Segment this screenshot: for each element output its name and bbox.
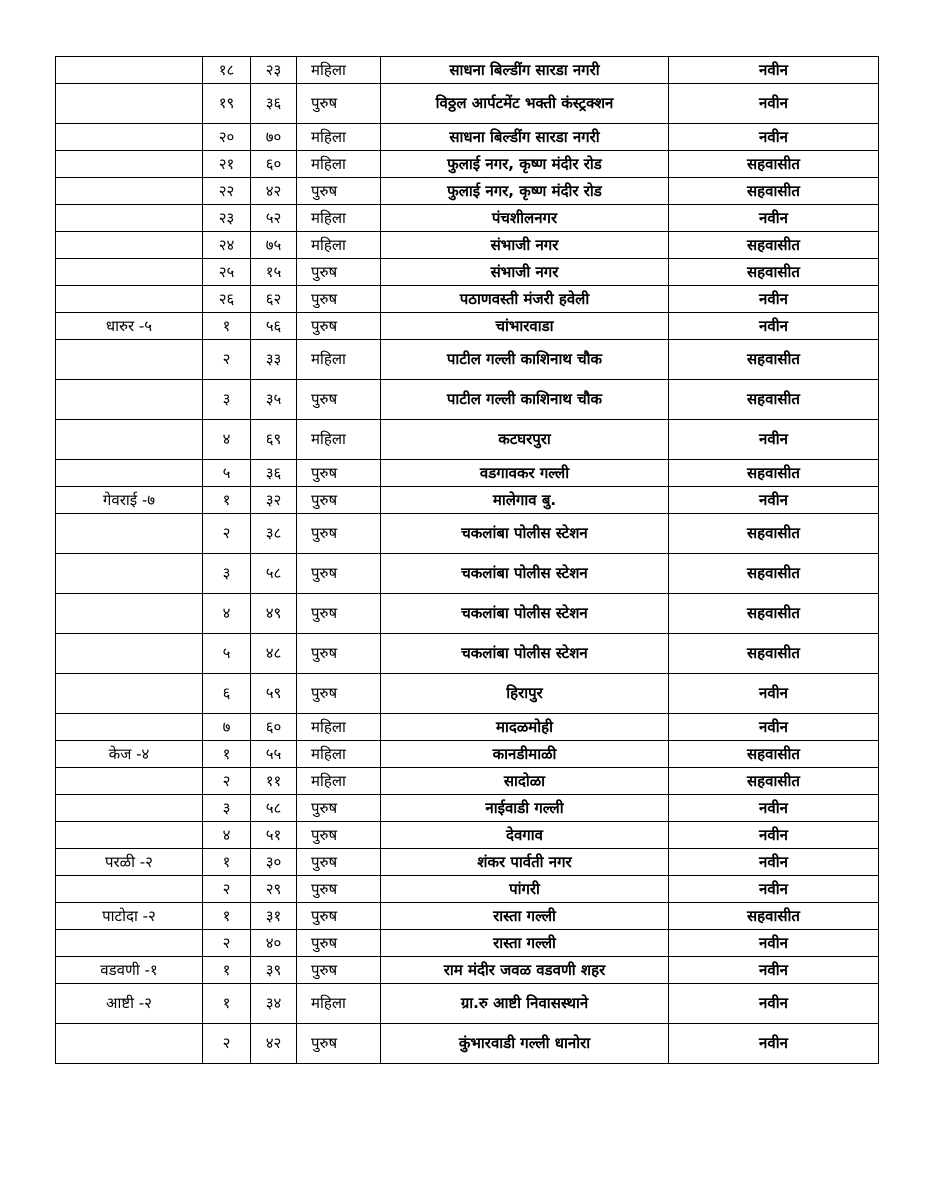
taluka-cell: पाटोदा -२ — [56, 903, 203, 930]
age-cell: ३४ — [251, 984, 297, 1024]
age-cell: ३३ — [251, 340, 297, 380]
serial-number-cell: ४ — [203, 594, 251, 634]
table-row — [56, 487, 879, 514]
serial-number-cell: २५ — [203, 259, 251, 286]
status-cell: नवीन — [669, 714, 879, 741]
status-cell: नवीन — [669, 1024, 879, 1064]
serial-number-cell: २० — [203, 124, 251, 151]
status-cell: नवीन — [669, 849, 879, 876]
status-cell: नवीन — [669, 822, 879, 849]
table-row — [56, 634, 879, 674]
gender-cell: पुरुष — [297, 286, 381, 313]
status-cell: नवीन — [669, 205, 879, 232]
age-cell: ७५ — [251, 232, 297, 259]
address-cell: पाटील गल्ली काशिनाथ चौक — [381, 340, 669, 380]
taluka-cell — [56, 84, 203, 124]
taluka-cell — [56, 178, 203, 205]
address-cell: फुलाई नगर, कृष्ण मंदीर रोड — [381, 178, 669, 205]
taluka-cell — [56, 795, 203, 822]
table-row — [56, 259, 879, 286]
taluka-cell: परळी -२ — [56, 849, 203, 876]
age-cell: ५१ — [251, 822, 297, 849]
serial-number-cell: ७ — [203, 714, 251, 741]
serial-number-cell: २ — [203, 340, 251, 380]
taluka-cell: आष्टी -२ — [56, 984, 203, 1024]
taluka-cell — [56, 286, 203, 313]
address-cell: पांगरी — [381, 876, 669, 903]
serial-number-cell: ४ — [203, 420, 251, 460]
gender-cell: महिला — [297, 232, 381, 259]
gender-cell: पुरुष — [297, 84, 381, 124]
age-cell: ६० — [251, 151, 297, 178]
gender-cell: पुरुष — [297, 259, 381, 286]
age-cell: ३८ — [251, 514, 297, 554]
gender-cell: महिला — [297, 205, 381, 232]
serial-number-cell: १९ — [203, 84, 251, 124]
age-cell: ५२ — [251, 205, 297, 232]
table-row — [56, 903, 879, 930]
serial-number-cell: ६ — [203, 674, 251, 714]
gender-cell: पुरुष — [297, 1024, 381, 1064]
table-row — [56, 178, 879, 205]
age-cell: ३१ — [251, 903, 297, 930]
status-cell: नवीन — [669, 876, 879, 903]
serial-number-cell: २ — [203, 768, 251, 795]
serial-number-cell: २३ — [203, 205, 251, 232]
age-cell: २९ — [251, 876, 297, 903]
taluka-cell — [56, 674, 203, 714]
gender-cell: पुरुष — [297, 554, 381, 594]
serial-number-cell: ३ — [203, 380, 251, 420]
table-row — [56, 420, 879, 460]
serial-number-cell: १८ — [203, 57, 251, 84]
taluka-cell — [56, 259, 203, 286]
taluka-cell — [56, 232, 203, 259]
taluka-cell — [56, 124, 203, 151]
serial-number-cell: १ — [203, 487, 251, 514]
status-cell: नवीन — [669, 957, 879, 984]
taluka-cell — [56, 768, 203, 795]
table-row — [56, 205, 879, 232]
table-row — [56, 286, 879, 313]
taluka-cell — [56, 1024, 203, 1064]
address-cell: नाईवाडी गल्ली — [381, 795, 669, 822]
status-cell: सहवासीत — [669, 232, 879, 259]
table-row — [56, 514, 879, 554]
status-cell: नवीन — [669, 984, 879, 1024]
table-row — [56, 84, 879, 124]
gender-cell: पुरुष — [297, 487, 381, 514]
table-row — [56, 849, 879, 876]
address-cell: कटघरपुरा — [381, 420, 669, 460]
taluka-cell — [56, 420, 203, 460]
gender-cell: पुरुष — [297, 460, 381, 487]
status-cell: सहवासीत — [669, 259, 879, 286]
gender-cell: महिला — [297, 984, 381, 1024]
age-cell: ३६ — [251, 84, 297, 124]
gender-cell: पुरुष — [297, 514, 381, 554]
age-cell: ४९ — [251, 594, 297, 634]
table-row — [56, 930, 879, 957]
status-cell: सहवासीत — [669, 741, 879, 768]
age-cell: ६९ — [251, 420, 297, 460]
serial-number-cell: २ — [203, 876, 251, 903]
gender-cell: पुरुष — [297, 957, 381, 984]
taluka-cell — [56, 514, 203, 554]
gender-cell: महिला — [297, 420, 381, 460]
status-cell: नवीन — [669, 124, 879, 151]
address-cell: चांभारवाडा — [381, 313, 669, 340]
status-cell: नवीन — [669, 795, 879, 822]
case-list-table — [55, 56, 879, 1064]
status-cell: सहवासीत — [669, 768, 879, 795]
status-cell: नवीन — [669, 313, 879, 340]
taluka-cell: वडवणी -१ — [56, 957, 203, 984]
serial-number-cell: १ — [203, 849, 251, 876]
taluka-cell — [56, 460, 203, 487]
age-cell: ४८ — [251, 634, 297, 674]
address-cell: राम मंदीर जवळ वडवणी शहर — [381, 957, 669, 984]
status-cell: सहवासीत — [669, 340, 879, 380]
gender-cell: पुरुष — [297, 822, 381, 849]
serial-number-cell: ५ — [203, 460, 251, 487]
table-row — [56, 1024, 879, 1064]
serial-number-cell: २४ — [203, 232, 251, 259]
taluka-cell: गेवराई -७ — [56, 487, 203, 514]
serial-number-cell: ३ — [203, 554, 251, 594]
gender-cell: महिला — [297, 741, 381, 768]
table-row — [56, 460, 879, 487]
table-row — [56, 313, 879, 340]
gender-cell: पुरुष — [297, 178, 381, 205]
age-cell: ७० — [251, 124, 297, 151]
gender-cell: पुरुष — [297, 930, 381, 957]
age-cell: ४२ — [251, 1024, 297, 1064]
status-cell: सहवासीत — [669, 634, 879, 674]
serial-number-cell: २२ — [203, 178, 251, 205]
address-cell: चकलांबा पोलीस स्टेशन — [381, 554, 669, 594]
table-row — [56, 380, 879, 420]
gender-cell: पुरुष — [297, 674, 381, 714]
status-cell: नवीन — [669, 674, 879, 714]
table-row — [56, 741, 879, 768]
gender-cell: पुरुष — [297, 634, 381, 674]
age-cell: ६२ — [251, 286, 297, 313]
table-body — [56, 57, 879, 1064]
age-cell: ३६ — [251, 460, 297, 487]
gender-cell: महिला — [297, 151, 381, 178]
table-row — [56, 674, 879, 714]
taluka-cell — [56, 205, 203, 232]
serial-number-cell: ३ — [203, 795, 251, 822]
gender-cell: महिला — [297, 340, 381, 380]
taluka-cell: केज -४ — [56, 741, 203, 768]
address-cell: कुंभारवाडी गल्ली धानोरा — [381, 1024, 669, 1064]
table-row — [56, 714, 879, 741]
serial-number-cell: ५ — [203, 634, 251, 674]
taluka-cell — [56, 380, 203, 420]
age-cell: ३९ — [251, 957, 297, 984]
serial-number-cell: १ — [203, 957, 251, 984]
address-cell: रास्ता गल्ली — [381, 903, 669, 930]
address-cell: चकलांबा पोलीस स्टेशन — [381, 514, 669, 554]
age-cell: ४० — [251, 930, 297, 957]
address-cell: सादोळा — [381, 768, 669, 795]
gender-cell: महिला — [297, 768, 381, 795]
serial-number-cell: १ — [203, 903, 251, 930]
gender-cell: पुरुष — [297, 594, 381, 634]
taluka-cell — [56, 151, 203, 178]
gender-cell: महिला — [297, 57, 381, 84]
table-row — [56, 876, 879, 903]
gender-cell: महिला — [297, 124, 381, 151]
serial-number-cell: १ — [203, 984, 251, 1024]
address-cell: फुलाई नगर, कृष्ण मंदीर रोड — [381, 151, 669, 178]
serial-number-cell: ४ — [203, 822, 251, 849]
age-cell: ३० — [251, 849, 297, 876]
address-cell: संभाजी नगर — [381, 259, 669, 286]
address-cell: विठ्ठल आर्पटमेंट भक्ती कंस्ट्रक्शन — [381, 84, 669, 124]
age-cell: ५५ — [251, 741, 297, 768]
status-cell: सहवासीत — [669, 903, 879, 930]
gender-cell: पुरुष — [297, 849, 381, 876]
address-cell: देवगाव — [381, 822, 669, 849]
status-cell: सहवासीत — [669, 514, 879, 554]
address-cell: वडगावकर गल्ली — [381, 460, 669, 487]
address-cell: ग्रा.रु आष्टी निवासस्थाने — [381, 984, 669, 1024]
address-cell: पाटील गल्ली काशिनाथ चौक — [381, 380, 669, 420]
taluka-cell — [56, 634, 203, 674]
gender-cell: पुरुष — [297, 795, 381, 822]
taluka-cell — [56, 340, 203, 380]
table-row — [56, 957, 879, 984]
age-cell: ४२ — [251, 178, 297, 205]
status-cell: सहवासीत — [669, 178, 879, 205]
age-cell: ११ — [251, 768, 297, 795]
table-row — [56, 795, 879, 822]
status-cell: सहवासीत — [669, 151, 879, 178]
taluka-cell — [56, 930, 203, 957]
serial-number-cell: २६ — [203, 286, 251, 313]
status-cell: सहवासीत — [669, 554, 879, 594]
status-cell: नवीन — [669, 420, 879, 460]
age-cell: ५९ — [251, 674, 297, 714]
address-cell: रास्ता गल्ली — [381, 930, 669, 957]
serial-number-cell: २१ — [203, 151, 251, 178]
gender-cell: पुरुष — [297, 876, 381, 903]
table-row — [56, 124, 879, 151]
status-cell: नवीन — [669, 930, 879, 957]
table-row — [56, 594, 879, 634]
status-cell: सहवासीत — [669, 380, 879, 420]
gender-cell: पुरुष — [297, 313, 381, 340]
table-row — [56, 340, 879, 380]
address-cell: साधना बिल्डींग सारडा नगरी — [381, 57, 669, 84]
address-cell: मादळमोही — [381, 714, 669, 741]
status-cell: नवीन — [669, 286, 879, 313]
serial-number-cell: १ — [203, 741, 251, 768]
status-cell: नवीन — [669, 57, 879, 84]
address-cell: शंकर पार्वती नगर — [381, 849, 669, 876]
status-cell: सहवासीत — [669, 594, 879, 634]
gender-cell: महिला — [297, 714, 381, 741]
address-cell: कानडीमाळी — [381, 741, 669, 768]
address-cell: संभाजी नगर — [381, 232, 669, 259]
serial-number-cell: १ — [203, 313, 251, 340]
address-cell: चकलांबा पोलीस स्टेशन — [381, 594, 669, 634]
taluka-cell: धारुर -५ — [56, 313, 203, 340]
address-cell: पंचशीलनगर — [381, 205, 669, 232]
address-cell: हिरापुर — [381, 674, 669, 714]
address-cell: चकलांबा पोलीस स्टेशन — [381, 634, 669, 674]
status-cell: नवीन — [669, 487, 879, 514]
age-cell: ५६ — [251, 313, 297, 340]
address-cell: पठाणवस्ती मंजरी हवेली — [381, 286, 669, 313]
age-cell: ५८ — [251, 795, 297, 822]
age-cell: १५ — [251, 259, 297, 286]
table-row — [56, 232, 879, 259]
age-cell: ६० — [251, 714, 297, 741]
gender-cell: पुरुष — [297, 903, 381, 930]
taluka-cell — [56, 57, 203, 84]
age-cell: ५८ — [251, 554, 297, 594]
taluka-cell — [56, 714, 203, 741]
status-cell: नवीन — [669, 84, 879, 124]
gender-cell: पुरुष — [297, 380, 381, 420]
serial-number-cell: २ — [203, 1024, 251, 1064]
status-cell: सहवासीत — [669, 460, 879, 487]
table-row — [56, 57, 879, 84]
table-row — [56, 768, 879, 795]
table-row — [56, 822, 879, 849]
age-cell: २३ — [251, 57, 297, 84]
taluka-cell — [56, 876, 203, 903]
table-row — [56, 151, 879, 178]
taluka-cell — [56, 594, 203, 634]
taluka-cell — [56, 822, 203, 849]
table-row — [56, 554, 879, 594]
age-cell: ३२ — [251, 487, 297, 514]
serial-number-cell: २ — [203, 930, 251, 957]
taluka-cell — [56, 554, 203, 594]
serial-number-cell: २ — [203, 514, 251, 554]
address-cell: साधना बिल्डींग सारडा नगरी — [381, 124, 669, 151]
address-cell: मालेगाव बु. — [381, 487, 669, 514]
age-cell: ३५ — [251, 380, 297, 420]
table-row — [56, 984, 879, 1024]
